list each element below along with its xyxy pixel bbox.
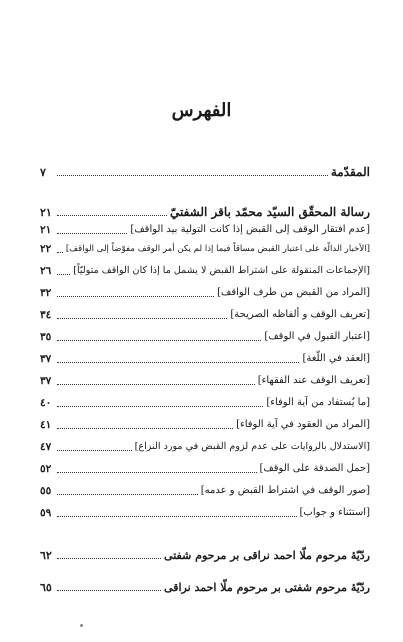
toc-entry-page: ٧ xyxy=(40,165,46,179)
toc-entry-text: ردّيّهٔ مرحوم ملّا احمد نراقی بر مرحوم شفتی xyxy=(164,549,370,562)
toc-entry-text: [صور الوقف في اشتراط القبض و عدمه] xyxy=(200,485,370,497)
toc-entry-text: ردّيّهٔ مرحوم شفتی بر مرحوم ملّا احمد نراقی xyxy=(164,581,370,594)
toc-entry-text: [الاستدلال بالروايات على عدم لزوم القبض في مورد النزاع] xyxy=(134,441,370,453)
toc-entry-text: [المراد من العقود في آية الوفاء] xyxy=(236,419,370,431)
toc-entry-page: ٥٩ xyxy=(40,507,52,519)
page-title: الفهرس xyxy=(171,100,232,121)
toc-entry-text: [اعتبار القبول في الوقف] xyxy=(264,331,370,343)
dot-leader xyxy=(57,274,70,275)
toc-entry-page: ٢١ xyxy=(40,224,52,236)
toc-entry-text: المقدّمة xyxy=(330,165,370,179)
toc-entry-shafti-treatise xyxy=(40,206,370,218)
toc-entry-text: [الإجماعات المنقولة على اشتراط القبض لا يشمل ما إذا كان الواقف متوليّاً] xyxy=(73,265,370,277)
toc-entry-page: ٢٦ xyxy=(40,265,52,277)
toc-entry-text: [عدم افتقار الوقف إلى القبض إذا كانت التولية بيد الواقف] xyxy=(130,224,370,236)
toc-subentry xyxy=(40,464,370,475)
toc-entry-page: ٢٢ xyxy=(40,243,52,255)
toc-subentry xyxy=(40,332,370,343)
toc-entry-text: رسالة المحقّق السيّد محمّد باقر الشفتيّ xyxy=(169,205,370,219)
toc-entry-introduction xyxy=(40,166,370,178)
toc-entry-text: [الأخبار الدالّة على اعتبار القبض مساقاً فيما إذا لم يكن أمر الوقف مفوّضاً إلى الواقف] xyxy=(65,243,370,254)
dot-leader xyxy=(57,384,255,385)
page-speck xyxy=(80,624,83,627)
toc-entry-naraqi-rebuttal xyxy=(40,550,370,561)
dot-leader xyxy=(57,428,233,429)
dot-leader xyxy=(57,590,161,591)
toc-subentry xyxy=(40,244,370,255)
toc-subentry xyxy=(40,310,370,321)
toc-entry-page: ٣٥ xyxy=(40,331,52,343)
toc-subentry xyxy=(40,486,370,497)
toc-entry-page: ٦٢ xyxy=(40,549,52,562)
toc-entry-page: ٣٤ xyxy=(40,309,52,321)
toc-entry-shafti-rebuttal xyxy=(40,582,370,593)
dot-leader xyxy=(57,494,198,495)
toc-subentry xyxy=(40,354,370,365)
toc-entry-text: [استثناء و جواب] xyxy=(299,507,370,519)
toc-entry-text: [تعريف الوقف عند الفقهاء] xyxy=(257,375,370,387)
toc-entry-page: ٣٧ xyxy=(40,353,52,365)
dot-leader xyxy=(57,406,263,407)
toc-entry-text: [المراد من القبض من طرف الواقف] xyxy=(217,287,370,299)
toc-entry-page: ٥٥ xyxy=(40,485,52,497)
toc-entry-page: ٤٧ xyxy=(40,441,52,453)
toc-entry-text: [تعريف الوقف و ألفاظه الصريحة] xyxy=(230,309,370,321)
toc-subentry xyxy=(40,266,370,277)
toc-entry-page: ٦٥ xyxy=(40,581,52,594)
toc-subentry xyxy=(40,420,370,431)
dot-leader xyxy=(57,558,161,559)
toc-entry-text: [حمل الصدقة على الوقف] xyxy=(259,463,370,475)
dot-leader xyxy=(57,175,328,176)
dot-leader xyxy=(57,516,297,517)
dot-leader xyxy=(57,233,127,234)
dot-leader xyxy=(57,252,63,253)
dot-leader xyxy=(57,362,299,363)
toc-subentry xyxy=(40,398,370,409)
dot-leader xyxy=(57,450,132,451)
toc-subentry xyxy=(40,376,370,387)
dot-leader xyxy=(57,296,214,297)
toc-subentry xyxy=(40,225,370,236)
dot-leader xyxy=(57,340,261,341)
toc-subentry xyxy=(40,508,370,519)
dot-leader xyxy=(57,215,167,216)
toc-entry-page: ٣٧ xyxy=(40,375,52,387)
toc-entry-page: ٥٢ xyxy=(40,463,52,475)
toc-entry-text: [ما يُستفاد من آية الوفاء] xyxy=(266,397,370,409)
dot-leader xyxy=(57,318,227,319)
toc-entry-page: ٢١ xyxy=(40,205,52,219)
toc-subentry xyxy=(40,288,370,299)
toc-entry-text: [العقد في اللّغة] xyxy=(302,353,370,365)
toc-entry-page: ٣٢ xyxy=(40,287,52,299)
dot-leader xyxy=(57,472,257,473)
toc-subentry xyxy=(40,442,370,453)
toc-entry-page: ٤١ xyxy=(40,419,52,431)
toc-entry-page: ٤٠ xyxy=(40,397,52,409)
